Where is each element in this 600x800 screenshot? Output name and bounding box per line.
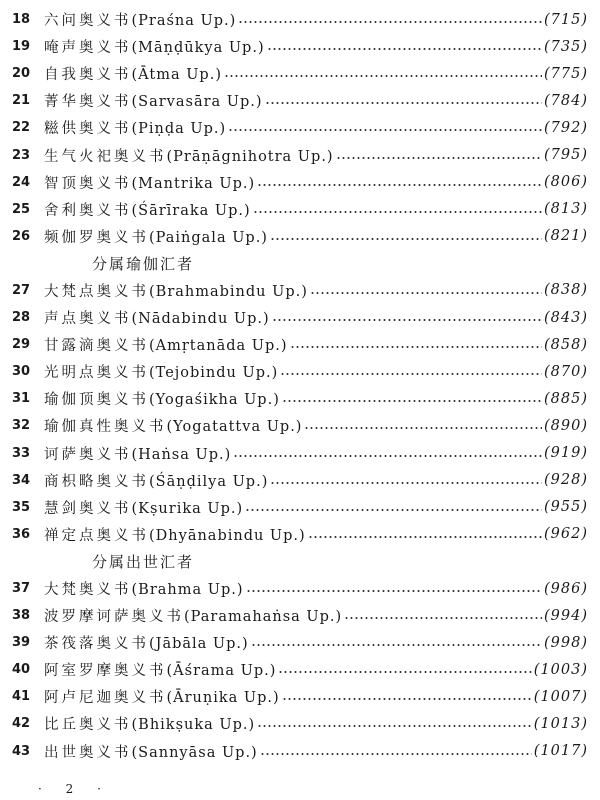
entry-title-sanskrit: (Māṇḍūkya Up.) — [131, 40, 265, 57]
entry-title — [44, 632, 249, 653]
toc-entry[interactable] — [0, 87, 600, 114]
entry-title-sanskrit: (Mantrika Up.) — [131, 175, 256, 192]
entry-number: 36 — [12, 526, 31, 542]
entry-title — [44, 659, 276, 680]
entry-number: 42 — [12, 716, 31, 732]
entry-number: 23 — [12, 147, 31, 163]
dot-leader — [238, 21, 542, 23]
toc-entry[interactable] — [0, 494, 600, 521]
entry-page: (813) — [544, 201, 588, 218]
entry-title — [44, 145, 334, 166]
entry-title-chinese: 瑜伽真性奥义书 — [44, 419, 167, 436]
entry-title-chinese: 生气火祀奥义书 — [44, 148, 167, 165]
entry-title-chinese: 大梵点奥义书 — [44, 283, 149, 300]
section-heading-yoga: 分属瑜伽汇者 — [92, 254, 195, 273]
dot-leader — [251, 644, 542, 646]
toc-entry[interactable] — [0, 223, 600, 250]
entry-title-sanskrit: (Dhyānabindu Up.) — [149, 527, 306, 544]
entry-title-sanskrit: (Jābāla Up.) — [149, 636, 249, 653]
entry-page: (775) — [544, 65, 588, 82]
entry-page: (821) — [544, 228, 588, 245]
entry-page: (784) — [544, 92, 588, 109]
toc-entry[interactable] — [0, 141, 600, 168]
entry-number: 35 — [12, 499, 31, 515]
entry-page: (885) — [544, 390, 588, 407]
dot-leader — [336, 157, 542, 159]
entry-title-sanskrit: (Śārīraka Up.) — [131, 202, 251, 219]
entry-number: 21 — [12, 93, 31, 109]
entry-title-sanskrit: (Prāṇāgnihotra Up.) — [166, 148, 334, 165]
entry-title-sanskrit: (Praśna Up.) — [131, 13, 237, 30]
entry-page: (715) — [544, 11, 588, 28]
entry-title — [44, 117, 226, 138]
toc-entry[interactable] — [0, 738, 600, 765]
dot-leader — [344, 617, 542, 619]
entry-title-sanskrit: (Sarvasāra Up.) — [131, 94, 263, 111]
entry-page: (919) — [544, 445, 588, 462]
entry-title-sanskrit: (Piṇḍa Up.) — [131, 121, 227, 138]
dot-leader — [253, 211, 542, 213]
entry-page: (1007) — [533, 688, 588, 705]
dot-leader — [228, 129, 542, 131]
toc-entry[interactable] — [0, 331, 600, 358]
table-of-contents — [0, 6, 600, 765]
entry-title-chinese: 舍利奥义书 — [44, 202, 132, 219]
dot-leader — [270, 482, 542, 484]
entry-title-chinese: 诃萨奥义书 — [44, 446, 132, 463]
entry-title-sanskrit: (Amṛtanāda Up.) — [149, 338, 288, 355]
entry-title-sanskrit: (Kṣurika Up.) — [131, 500, 244, 517]
dot-leader — [282, 698, 532, 700]
entry-title-sanskrit: (Tejobindu Up.) — [149, 365, 279, 382]
entry-title-sanskrit: (Nādabindu Up.) — [131, 311, 270, 328]
entry-title — [44, 307, 270, 328]
entry-number: 19 — [12, 39, 31, 55]
entry-title — [44, 388, 280, 409]
entry-title-chinese: 六问奥义书 — [44, 13, 132, 30]
entry-title — [44, 63, 222, 84]
entry-page: (928) — [544, 472, 588, 489]
page-number: · 2 · — [38, 782, 111, 796]
entry-number: 31 — [12, 391, 31, 407]
entry-number: 22 — [12, 120, 31, 136]
toc-entry[interactable] — [0, 602, 600, 629]
entry-number: 32 — [12, 418, 31, 434]
entry-title-sanskrit: (Āśrama Up.) — [166, 663, 277, 680]
toc-entry[interactable] — [0, 196, 600, 223]
entry-title-sanskrit: (Bhikṣuka Up.) — [131, 717, 256, 734]
toc-entry[interactable] — [0, 114, 600, 141]
entry-title-sanskrit: (Śāṇḍilya Up.) — [149, 473, 269, 490]
dot-leader — [224, 75, 542, 77]
entry-number: 20 — [12, 66, 31, 82]
entry-title — [44, 443, 231, 464]
toc-entry[interactable] — [0, 467, 600, 494]
entry-title-chinese: 慧剑奥义书 — [44, 500, 132, 517]
entry-title-sanskrit: (Yogatattva Up.) — [166, 419, 303, 436]
entry-title — [44, 334, 288, 355]
dot-leader — [278, 671, 531, 673]
dot-leader — [272, 319, 542, 321]
toc-entry[interactable] — [0, 412, 600, 439]
entry-title — [44, 226, 268, 247]
entry-number: 24 — [12, 174, 31, 190]
entry-title — [44, 90, 263, 111]
entry-number: 33 — [12, 445, 31, 461]
entry-page: (1013) — [533, 715, 588, 732]
entry-page: (838) — [544, 282, 588, 299]
dot-leader — [257, 725, 532, 727]
entry-page: (806) — [544, 174, 588, 191]
toc-entry[interactable] — [0, 304, 600, 331]
entry-page: (843) — [544, 309, 588, 326]
entry-title-sanskrit: (Brahma Up.) — [131, 582, 244, 599]
toc-entry[interactable] — [0, 575, 600, 602]
entry-number: 30 — [12, 364, 31, 380]
entry-title-sanskrit: (Ātma Up.) — [131, 67, 222, 84]
entry-title — [44, 470, 268, 491]
entry-number: 28 — [12, 310, 31, 326]
entry-page: (1017) — [533, 743, 588, 760]
entry-title — [44, 172, 255, 193]
entry-title-sanskrit: (Paiṅgala Up.) — [149, 229, 268, 246]
entry-title-sanskrit: (Yogaśikha Up.) — [149, 392, 280, 409]
entry-title-chinese: 糍供奥义书 — [44, 121, 132, 138]
entry-title — [44, 361, 278, 382]
toc-entry[interactable] — [0, 683, 600, 710]
entry-title-chinese: 频伽罗奥义书 — [44, 229, 149, 246]
entry-title-chinese: 瑜伽顶奥义书 — [44, 392, 149, 409]
toc-entry[interactable] — [0, 385, 600, 412]
dot-leader — [310, 292, 542, 294]
entry-number: 34 — [12, 472, 31, 488]
entry-page: (792) — [544, 119, 588, 136]
entry-title-chinese: 光明点奥义书 — [44, 365, 149, 382]
entry-title — [44, 578, 244, 599]
entry-number: 43 — [12, 743, 31, 759]
dot-leader — [265, 102, 542, 104]
entry-page: (858) — [544, 336, 588, 353]
entry-title-sanskrit: (Haṅsa Up.) — [131, 446, 232, 463]
entry-title — [44, 713, 255, 734]
toc-entry[interactable] — [0, 656, 600, 683]
dot-leader — [304, 427, 542, 429]
toc-entry[interactable] — [0, 60, 600, 87]
toc-entry[interactable] — [0, 521, 600, 548]
entry-title-chinese: 菁华奥义书 — [44, 94, 132, 111]
entry-page: (986) — [544, 580, 588, 597]
entry-title-chinese: 智顶奥义书 — [44, 175, 132, 192]
entry-title-sanskrit: (Āruṇika Up.) — [166, 690, 280, 707]
dot-leader — [233, 455, 542, 457]
entry-number: 41 — [12, 689, 31, 705]
dot-leader — [267, 48, 542, 50]
entry-title-sanskrit: (Sannyāsa Up.) — [131, 744, 258, 761]
entry-title-chinese: 大梵奥义书 — [44, 582, 132, 599]
toc-entry[interactable] — [0, 33, 600, 60]
entry-number: 39 — [12, 635, 31, 651]
toc-entry[interactable] — [0, 358, 600, 385]
entry-title-chinese: 波罗摩诃萨奥义书 — [44, 609, 184, 626]
toc-entry[interactable] — [0, 277, 600, 304]
entry-title-chinese: 唵声奥义书 — [44, 40, 132, 57]
entry-title — [44, 36, 265, 57]
entry-number: 38 — [12, 608, 31, 624]
entry-title — [44, 524, 306, 545]
entry-title-chinese: 比丘奥义书 — [44, 717, 132, 734]
entry-page: (962) — [544, 526, 588, 543]
entry-page: (890) — [544, 417, 588, 434]
dot-leader — [308, 536, 542, 538]
entry-number: 18 — [12, 12, 31, 28]
dot-leader — [282, 400, 542, 402]
entry-title-chinese: 阿卢尼迦奥义书 — [44, 690, 167, 707]
entry-title-sanskrit: (Brahmabindu Up.) — [149, 283, 308, 300]
entry-title — [44, 605, 342, 626]
section-heading-renunciation: 分属出世汇者 — [92, 552, 195, 571]
entry-page: (870) — [544, 363, 588, 380]
entry-title — [44, 497, 243, 518]
entry-title — [44, 686, 280, 707]
entry-title — [44, 9, 236, 30]
entry-page: (994) — [544, 607, 588, 624]
entry-title — [44, 280, 308, 301]
toc-entry[interactable] — [0, 710, 600, 737]
dot-leader — [290, 346, 542, 348]
entry-title — [44, 415, 302, 436]
entry-title-chinese: 甘露滴奥义书 — [44, 338, 149, 355]
entry-number: 40 — [12, 662, 31, 678]
entry-title-sanskrit: (Paramahaṅsa Up.) — [184, 609, 343, 626]
dot-leader — [245, 509, 542, 511]
entry-page: (998) — [544, 634, 588, 651]
entry-number: 25 — [12, 201, 31, 217]
entry-page: (735) — [544, 38, 588, 55]
entry-number: 27 — [12, 282, 31, 298]
entry-number: 26 — [12, 228, 31, 244]
entry-title-chinese: 自我奥义书 — [44, 67, 132, 84]
entry-page: (795) — [544, 147, 588, 164]
entry-title-chinese: 声点奥义书 — [44, 311, 132, 328]
entry-number: 37 — [12, 581, 31, 597]
dot-leader — [270, 238, 542, 240]
toc-entry[interactable] — [0, 629, 600, 656]
entry-title — [44, 741, 258, 762]
entry-title-chinese: 阿室罗摩奥义书 — [44, 663, 167, 680]
toc-entry[interactable] — [0, 6, 600, 33]
dot-leader — [246, 590, 543, 592]
entry-title-chinese: 茶筏落奥义书 — [44, 636, 149, 653]
entry-title-chinese: 禅定点奥义书 — [44, 527, 149, 544]
toc-entry[interactable] — [0, 169, 600, 196]
dot-leader — [280, 373, 542, 375]
entry-title-chinese: 出世奥义书 — [44, 744, 132, 761]
dot-leader — [260, 753, 532, 755]
entry-page: (1003) — [533, 661, 588, 678]
entry-number: 29 — [12, 337, 31, 353]
dot-leader — [257, 184, 542, 186]
entry-title — [44, 199, 251, 220]
entry-page: (955) — [544, 499, 588, 516]
toc-entry[interactable] — [0, 440, 600, 467]
entry-title-chinese: 商枳略奥义书 — [44, 473, 149, 490]
